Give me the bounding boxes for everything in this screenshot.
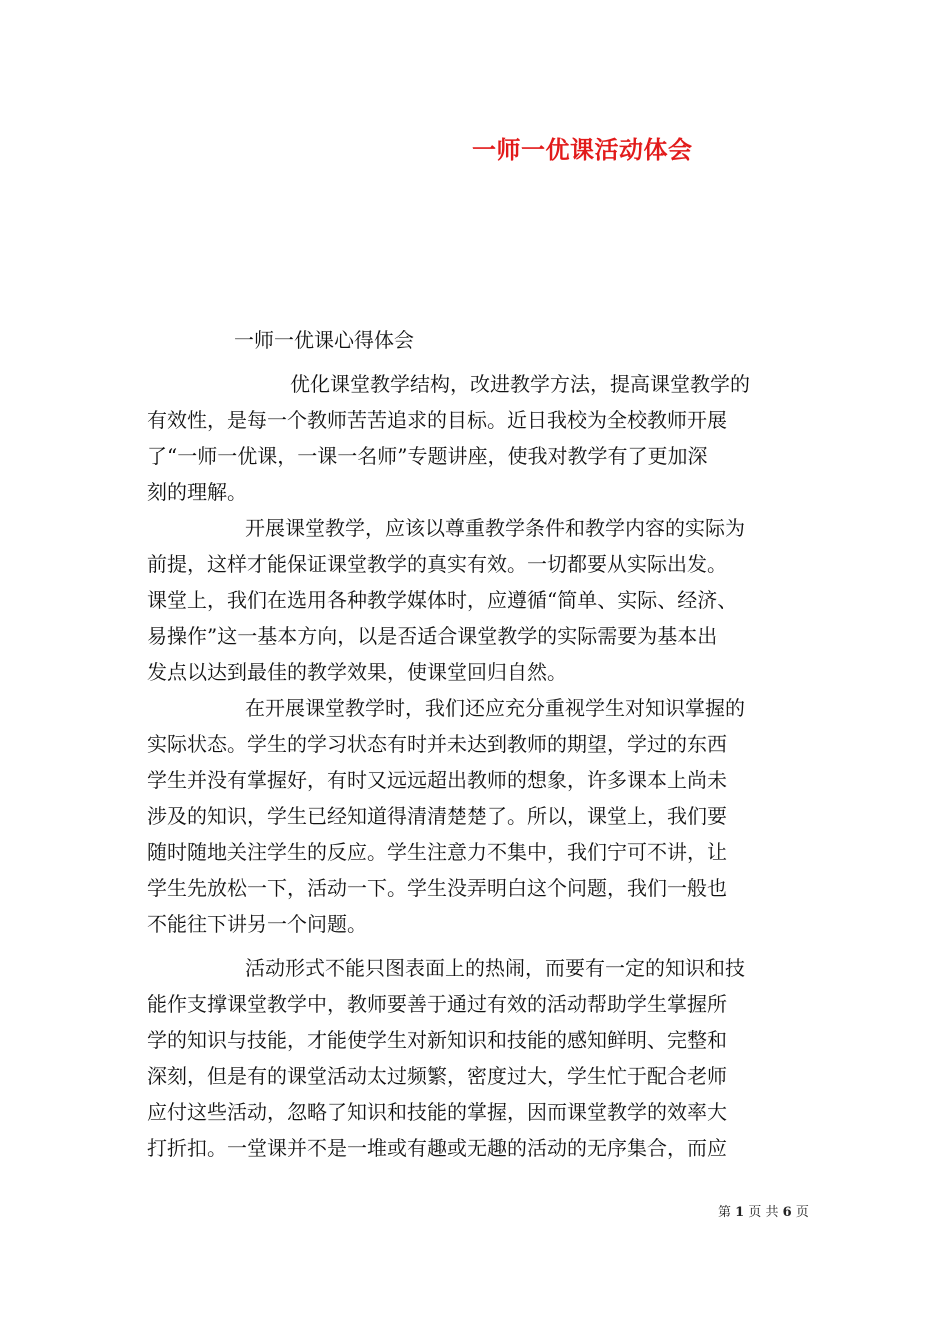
current-page-number: 1 [735,1205,745,1220]
paragraph-line: 了“一师一优课，一课一名师”专题讲座，使我对教学有了更加深 [147,444,708,468]
paragraph-line: 实际状态。学生的学习状态有时并未达到教师的期望，学过的东西 [147,732,727,756]
document-subtitle: 一师一优课心得体会 [234,328,414,352]
paragraph-line: 不能往下讲另一个问题。 [147,912,367,936]
paragraph-line: 应付这些活动，忽略了知识和技能的掌握，因而课堂教学的效率大 [147,1100,727,1124]
paragraph-line: 能作支撑课堂教学中，教师要善于通过有效的活动帮助学生掌握所 [147,992,727,1016]
paragraph-line: 学生并没有掌握好，有时又远远超出教师的想象，许多课本上尚未 [147,768,727,792]
paragraph-line: 刻的理解。 [147,480,247,504]
paragraph-line: 学生先放松一下，活动一下。学生没弄明白这个问题，我们一般也 [147,876,727,900]
paragraph-line: 优化课堂教学结构，改进教学方法，提高课堂教学的 [290,372,750,396]
paragraph-line: 前提，这样才能保证课堂教学的真实有效。一切都要从实际出发。 [147,552,727,576]
paragraph-line: 开展课堂教学，应该以尊重教学条件和教学内容的实际为 [245,516,745,540]
footer-prefix: 第 [718,1205,732,1220]
paragraph-line: 学的知识与技能，才能使学生对新知识和技能的感知鲜明、完整和 [147,1028,727,1052]
paragraph-line: 在开展课堂教学时，我们还应充分重视学生对知识掌握的 [245,696,745,720]
footer-middle: 页 共 [748,1205,779,1220]
page-number-footer [718,1203,809,1223]
paragraph-line: 打折扣。一堂课并不是一堆或有趣或无趣的活动的无序集合，而应 [147,1136,727,1160]
paragraph-line: 深刻，但是有的课堂活动太过频繁，密度过大，学生忙于配合老师 [147,1064,727,1088]
document-title: 一师一优课活动体会 [472,135,693,164]
footer-suffix: 页 [795,1205,809,1220]
total-page-number: 6 [782,1205,792,1220]
paragraph-line: 随时随地关注学生的反应。学生注意力不集中，我们宁可不讲，让 [147,840,727,864]
paragraph-line: 活动形式不能只图表面上的热闹，而要有一定的知识和技 [245,956,745,980]
paragraph-line: 易操作”这一基本方向，以是否适合课堂教学的实际需要为基本出 [147,624,718,648]
paragraph-line: 课堂上，我们在选用各种教学媒体时，应遵循“简单、实际、经济、 [147,588,738,612]
paragraph-line: 发点以达到最佳的教学效果，使课堂回归自然。 [147,660,567,684]
paragraph-line: 涉及的知识，学生已经知道得清清楚楚了。所以，课堂上，我们要 [147,804,727,828]
paragraph-line: 有效性，是每一个教师苦苦追求的目标。近日我校为全校教师开展 [147,408,727,432]
